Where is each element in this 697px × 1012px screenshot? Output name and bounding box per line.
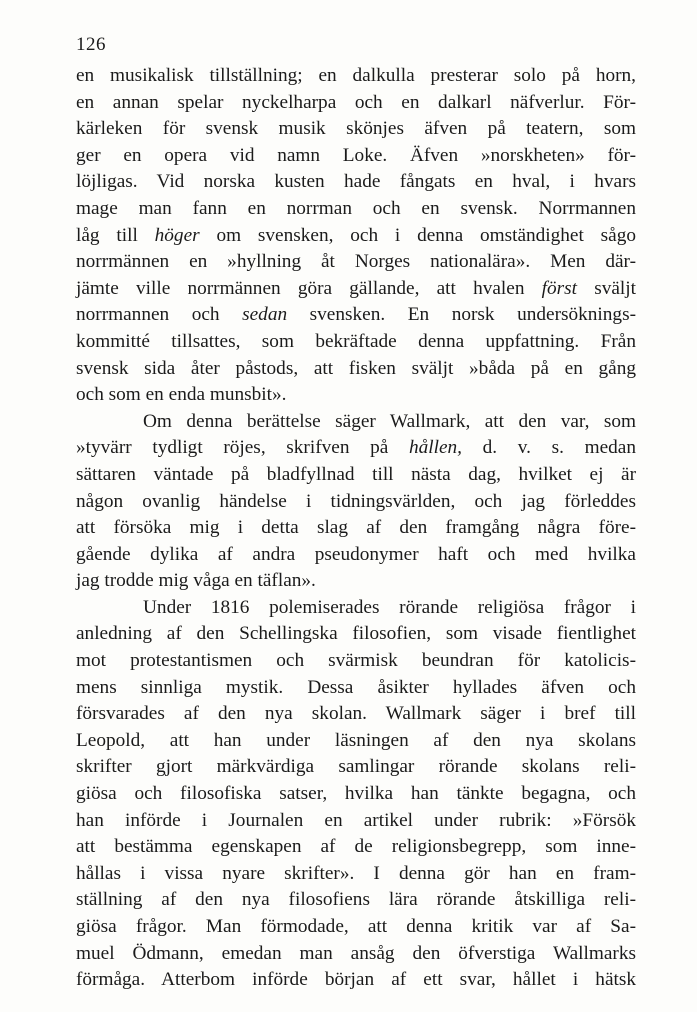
text-run: sättaren väntade på bladfyllnad till nästa dag, hvilket ej är xyxy=(76,463,636,485)
text-run: en musikalisk tillställning; en dalkulla presterar solo på horn, xyxy=(76,65,636,86)
text-run: anledning af den Schellingska filosofien, som visade fientlighet xyxy=(76,623,636,645)
text-line xyxy=(76,675,636,702)
italic-text: hållen, xyxy=(408,437,462,459)
text-run: »tyvärr tydligt röjes, skrifven på xyxy=(76,437,409,459)
text-run: någon ovanlig händelse i tidningsvärlden, och jag förleddes xyxy=(76,490,636,512)
text-run: mot protestantismen och svärmisk beundran för katolicis- xyxy=(76,650,636,672)
text-line xyxy=(76,861,636,888)
text-run: gående dylika af andra pseudonymer haft och med hvilka xyxy=(76,543,636,565)
italic-text: höger xyxy=(154,224,200,246)
text-run: att försöka mig i detta slag af den framgång några före- xyxy=(76,517,636,539)
text-line xyxy=(76,90,636,117)
text-run: en annan spelar nyckelharpa och en dalkarl näfverlur. För- xyxy=(76,91,636,113)
text-line xyxy=(76,382,636,409)
text-line xyxy=(76,249,636,276)
text-line xyxy=(76,63,636,90)
text-line xyxy=(76,116,636,143)
text-run: Under 1816 polemiserades rörande religiösa frågor i xyxy=(143,596,636,618)
text-run: om svensken, och i denna omständighet sågo xyxy=(199,224,637,246)
text-line xyxy=(76,781,636,808)
text-run: muel Ödmann, emedan man ansåg den öfverstiga Wallmarks xyxy=(76,942,636,964)
italic-text: först xyxy=(541,277,578,299)
text-line xyxy=(76,808,636,835)
text-line xyxy=(76,728,636,755)
text-line xyxy=(76,169,636,196)
text-line xyxy=(76,754,636,781)
text-line xyxy=(76,887,636,914)
text-run: ger en opera vid namn Loke. Äfven »norskheten» för- xyxy=(76,144,636,166)
italic-text: sedan xyxy=(242,304,288,326)
text-line xyxy=(76,143,636,170)
text-line xyxy=(76,941,636,968)
text-line xyxy=(76,621,636,648)
text-run: mage man fann en norrman och en svensk. Norrmannen xyxy=(76,197,636,219)
text-run: giösa frågor. Man förmodade, att denna kritik var af Sa- xyxy=(76,916,636,937)
text-line xyxy=(76,409,636,436)
text-run: svensk sida åter påstods, att fisken sväljt »båda på en gång xyxy=(76,357,636,379)
text-line xyxy=(76,648,636,675)
text-run: kärleken för svensk musik skönjes äfven på teatern, som xyxy=(76,118,636,140)
text-run: skrifter gjort märkvärdiga samlingar rörande skolans reli- xyxy=(76,756,636,778)
text-run: jämte ville norrmännen göra gällande, att hvalen xyxy=(76,277,542,299)
text-run: d. v. s. medan xyxy=(462,437,637,459)
text-run: Om denna berättelse säger Wallmark, att den var, som xyxy=(143,410,636,432)
text-line xyxy=(76,967,636,994)
text-run: sväljt xyxy=(577,277,636,299)
body-text xyxy=(76,63,636,994)
page-number: 126 xyxy=(76,34,106,55)
text-line xyxy=(76,462,636,489)
text-run: Leopold, att han under läsningen af den nya skolans xyxy=(76,729,636,751)
text-run: hållas i vissa nyare skrifter». I denna gör han en fram- xyxy=(76,862,636,884)
text-run: ställning af den nya filosofiens lära rörande åtskilliga reli- xyxy=(76,889,636,911)
text-line xyxy=(76,834,636,861)
text-line xyxy=(76,223,636,250)
text-line xyxy=(76,302,636,329)
text-line xyxy=(76,276,636,303)
text-run: kommitté tillsattes, som bekräftade denna uppfattning. Från xyxy=(76,330,636,352)
text-run: mens sinnliga mystik. Dessa åsikter hyllades äfven och xyxy=(76,676,636,698)
text-line xyxy=(76,196,636,223)
text-run: norrmannen och xyxy=(76,304,243,326)
text-run: han införde i Journalen en artikel under rubrik: »Försök xyxy=(76,809,636,831)
text-line xyxy=(76,595,636,622)
text-run: och som en enda munsbit». xyxy=(76,384,287,406)
text-line xyxy=(76,489,636,516)
text-line xyxy=(76,435,636,462)
text-line xyxy=(76,542,636,569)
text-run: svensken. En norsk undersöknings- xyxy=(287,304,636,326)
text-line xyxy=(76,568,636,595)
text-run: att bestämma egenskapen af de religionsbegrepp, som inne- xyxy=(76,836,636,858)
text-run: giösa och filosofiska satser, hvilka han tänkte begagna, och xyxy=(76,783,636,805)
text-run: försvarades af den nya skolan. Wallmark säger i bref till xyxy=(76,703,636,725)
text-run: norrmännen en »hyllning åt Norges nationalära». Men där- xyxy=(76,251,636,273)
text-run: löjligas. Vid norska kusten hade fångats en hval, i hvars xyxy=(76,171,636,193)
text-line xyxy=(76,914,636,941)
text-line xyxy=(76,356,636,383)
text-line xyxy=(76,515,636,542)
text-line xyxy=(76,329,636,356)
text-run: låg till xyxy=(76,224,155,246)
text-run: jag trodde mig våga en täflan». xyxy=(76,570,316,592)
text-line xyxy=(76,701,636,728)
text-run: förmåga. Atterbom införde början af ett svar, hållet i hätsk xyxy=(76,969,636,991)
